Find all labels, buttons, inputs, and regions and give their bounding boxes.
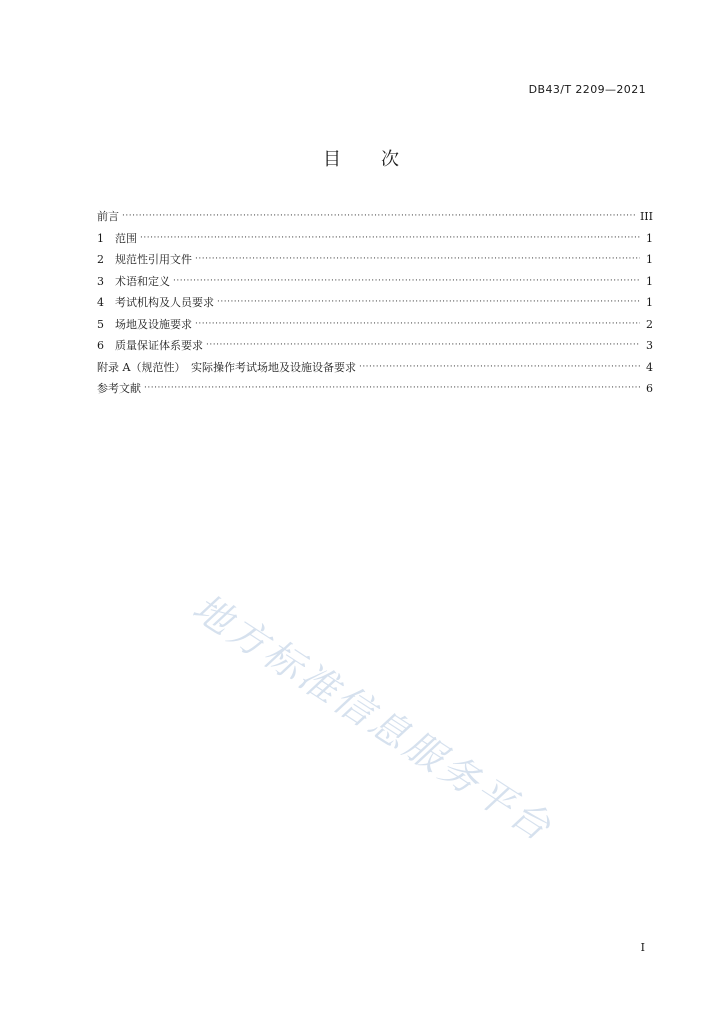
watermark: 地方标准信息服务平台: [184, 585, 562, 851]
document-code: DB43/T 2209—2021: [528, 83, 646, 96]
toc-entry-label: 范围: [115, 231, 137, 245]
toc-entry-page: 1: [646, 296, 653, 309]
toc-entry-number: 1: [97, 231, 104, 245]
toc-entry-number: 3: [97, 274, 104, 288]
toc-entry-label: 规范性引用文件: [115, 253, 192, 266]
toc-entry-page: 1: [646, 253, 653, 266]
toc-entry-foreword[interactable]: [97, 206, 653, 228]
toc-entry-label: 附录 A（规范性） 实际操作考试场地及设施设备要求: [97, 360, 356, 374]
toc-entry-label: 前言: [97, 210, 119, 223]
toc-leader-dots: [122, 206, 637, 228]
toc-leader-dots: [206, 335, 640, 357]
toc-leader-dots: [144, 378, 640, 400]
toc-entry-page: 3: [646, 339, 653, 352]
toc-leader-dots: [140, 228, 640, 250]
toc-entry-label: 质量保证体系要求: [115, 339, 203, 352]
toc-entry-label: 参考文献: [97, 382, 141, 395]
toc-entry-page: 2: [646, 317, 653, 331]
toc-list: [97, 206, 653, 400]
toc-entry-page: III: [639, 210, 653, 223]
toc-entry-number: 2: [97, 253, 104, 266]
toc-title: [0, 145, 724, 171]
toc-entry-page: 4: [646, 360, 653, 374]
toc-entry-appendix-a[interactable]: [97, 357, 653, 379]
toc-title-char-1: 目: [323, 149, 343, 170]
toc-entry-scope[interactable]: [97, 228, 653, 250]
toc-leader-dots: [173, 271, 640, 293]
toc-entry-page: 1: [646, 231, 653, 245]
toc-entry-bibliography[interactable]: [97, 378, 653, 400]
toc-leader-dots: [195, 249, 640, 271]
toc-entry-terms-definitions[interactable]: [97, 271, 653, 293]
toc-entry-site-facilities[interactable]: [97, 314, 653, 336]
toc-leader-dots: [359, 357, 640, 379]
toc-entry-number: 4: [97, 296, 104, 309]
toc-entry-page: 1: [646, 274, 653, 288]
toc-entry-label: 考试机构及人员要求: [115, 296, 214, 309]
toc-entry-label: 术语和定义: [115, 274, 170, 288]
page-number: I: [640, 941, 645, 954]
toc-entry-page: 6: [646, 382, 653, 395]
toc-entry-number: 6: [97, 339, 104, 352]
toc-entry-label: 场地及设施要求: [115, 317, 192, 331]
toc-entry-number: 5: [97, 317, 104, 331]
toc-entry-normative-references[interactable]: [97, 249, 653, 271]
toc-title-char-2: 次: [381, 149, 401, 170]
toc-leader-dots: [195, 314, 640, 336]
toc-entry-quality-assurance[interactable]: [97, 335, 653, 357]
toc-leader-dots: [217, 292, 640, 314]
toc-entry-exam-institution[interactable]: [97, 292, 653, 314]
